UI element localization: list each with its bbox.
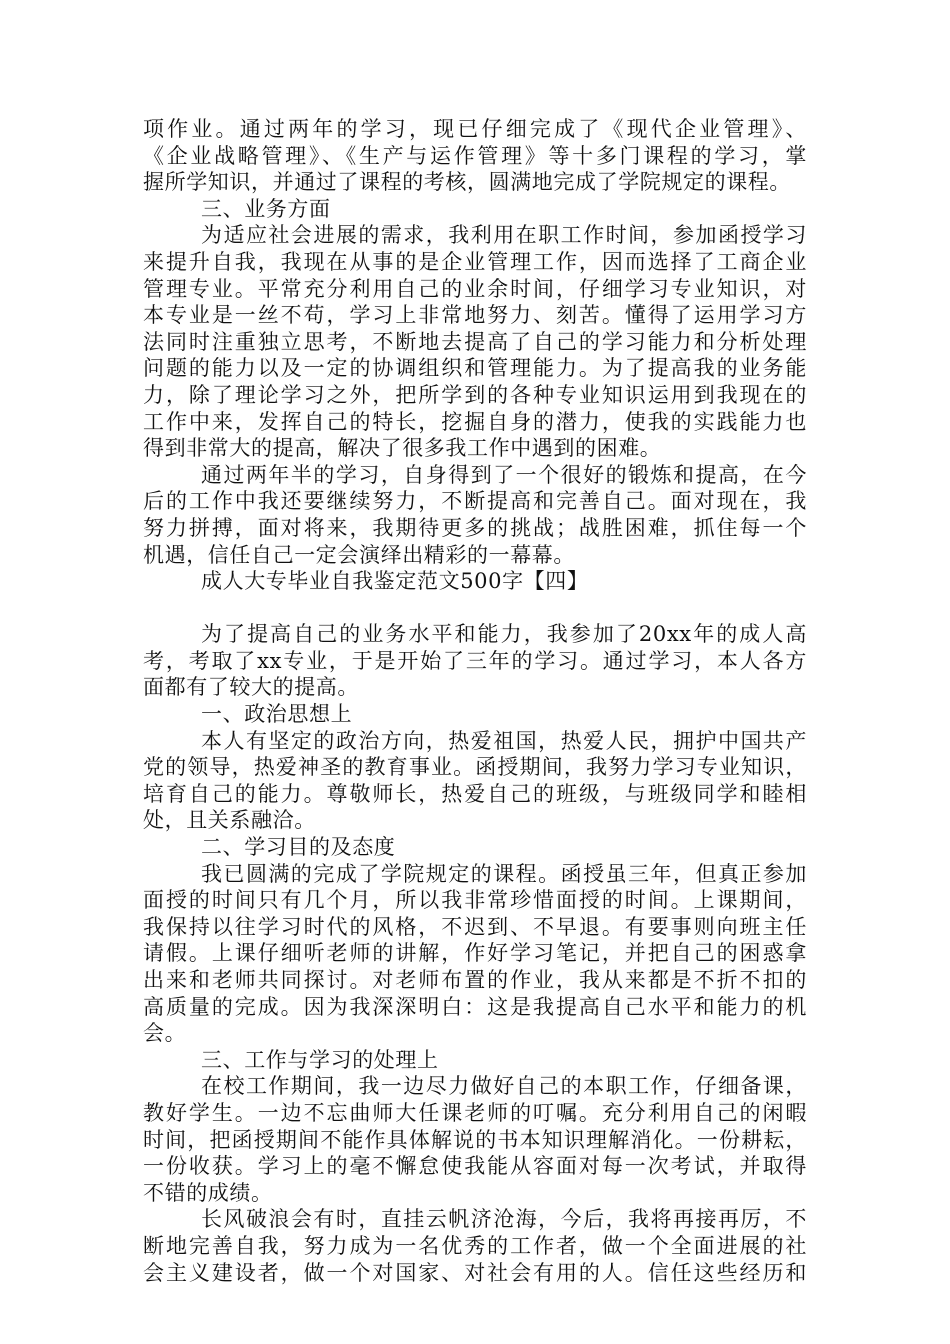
text-line: 处，且关系融洽。 xyxy=(143,808,316,833)
text-line: 《企业战略管理》、《生产与运作管理》等十多门课程的学习，掌 xyxy=(143,143,807,168)
section-heading: 成人大专毕业自我鉴定范文500字【四】 xyxy=(201,569,589,594)
text-line: 面授的时间只有几个月，所以我非常珍惜面授的时间。上课期间， xyxy=(143,888,807,913)
text-line: 面都有了较大的提高。 xyxy=(143,675,359,700)
text-line: 本专业是一丝不苟，学习上非常地努力、刻苦。懂得了运用学习方 xyxy=(143,303,807,328)
text-line: 考，考取了xx专业，于是开始了三年的学习。通过学习，本人各方 xyxy=(143,648,807,673)
section-heading: 三、工作与学习的处理上 xyxy=(201,1047,439,1072)
paragraph xyxy=(143,116,807,196)
text-line: 项作业。通过两年的学习，现已仔细完成了《现代企业管理》、 xyxy=(143,117,807,141)
text-line: 时间，把函授期间不能作具体解说的书本知识理解消化。一份耕耘， xyxy=(143,1127,807,1152)
text-line: 问题的能力以及一定的协调组织和管理能力。为了提高我的业务能 xyxy=(143,356,807,381)
paragraph xyxy=(143,1073,807,1206)
text-line: 一份收获。学习上的毫不懈怠使我能从容面对每一次考试，并取得 xyxy=(143,1154,807,1179)
paragraph xyxy=(143,728,807,834)
text-line: 出来和老师共同探讨。对老师布置的作业，我从来都是不折不扣的 xyxy=(143,968,807,992)
text-line: 长风破浪会有时，直挂云帆济沧海，今后，我将再接再厉，不 xyxy=(201,1207,807,1232)
text-line: 力，除了理论学习之外，把所学到的各种专业知识运用到我现在的 xyxy=(143,382,807,407)
text-line: 工作中来，发挥自己的特长，挖掘自身的潜力，使我的实践能力也 xyxy=(143,409,807,434)
section-heading: 三、业务方面 xyxy=(201,196,331,221)
paragraph xyxy=(143,1206,807,1286)
text-line: 来提升自我，我现在从事的是企业管理工作，因而选择了工商企业 xyxy=(143,249,807,274)
text-line: 我保持以往学习时代的风格，不迟到、不早退。有要事则向班主任 xyxy=(143,914,807,939)
text-line: 为了提高自己的业务水平和能力，我参加了20xx年的成人高 xyxy=(201,622,807,647)
paragraph xyxy=(143,861,807,1047)
text-line: 高质量的完成。因为我深深明白：这是我提高自己水平和能力的机 xyxy=(143,994,807,1019)
section-heading: 一、政治思想上 xyxy=(201,702,353,727)
text-line: 得到非常大的提高，解决了很多我工作中遇到的困难。 xyxy=(143,436,662,461)
text-line: 会。 xyxy=(143,1021,187,1046)
document-page xyxy=(143,116,807,1286)
text-line: 努力拼搏，面对将来，我期待更多的挑战；战胜困难，抓住每一个 xyxy=(143,515,807,540)
text-line: 握所学知识，并通过了课程的考核，圆满地完成了学院规定的课程。 xyxy=(143,170,791,195)
blank-line xyxy=(143,595,807,622)
text-line: 法同时注重独立思考，不断地去提高了自己的学习能力和分析处理 xyxy=(143,329,807,354)
text-line: 本人有坚定的政治方向，热爱祖国，热爱人民，拥护中国共产 xyxy=(201,728,807,753)
text-line: 在校工作期间，我一边尽力做好自己的本职工作，仔细备课， xyxy=(201,1074,807,1099)
text-line: 后的工作中我还要继续努力，不断提高和完善自己。面对现在，我 xyxy=(143,489,807,514)
text-line: 请假。上课仔细听老师的讲解，作好学习笔记，并把自己的困惑拿 xyxy=(143,941,807,966)
paragraph xyxy=(143,462,807,568)
text-line: 不错的成绩。 xyxy=(143,1180,273,1205)
text-line: 机遇，信任自己一定会演绎出精彩的一幕幕。 xyxy=(143,542,575,567)
paragraph xyxy=(143,222,807,461)
text-line: 教好学生。一边不忘曲师大任课老师的叮嘱。充分利用自己的闲暇 xyxy=(143,1100,807,1125)
text-line: 培育自己的能力。尊敬师长，热爱自己的班级，与班级同学和睦相 xyxy=(143,781,807,806)
text-line: 断地完善自我，努力成为一名优秀的工作者，做一个全面进展的社 xyxy=(143,1233,807,1258)
section-heading: 二、学习目的及态度 xyxy=(201,835,396,860)
text-line: 党的领导，热爱神圣的教育事业。函授期间，我努力学习专业知识， xyxy=(143,755,807,780)
text-line: 会主义建设者，做一个对国家、对社会有用的人。信任这些经历和 xyxy=(143,1260,807,1285)
paragraph xyxy=(143,621,807,701)
text-line: 管理专业。平常充分利用自己的业余时间，仔细学习专业知识，对 xyxy=(143,276,807,301)
text-line: 通过两年半的学习，自身得到了一个很好的锻炼和提高，在今 xyxy=(201,462,807,487)
text-line: 为适应社会进展的需求，我利用在职工作时间，参加函授学习 xyxy=(201,223,807,248)
text-line: 我已圆满的完成了学院规定的课程。函授虽三年，但真正参加 xyxy=(201,861,807,886)
